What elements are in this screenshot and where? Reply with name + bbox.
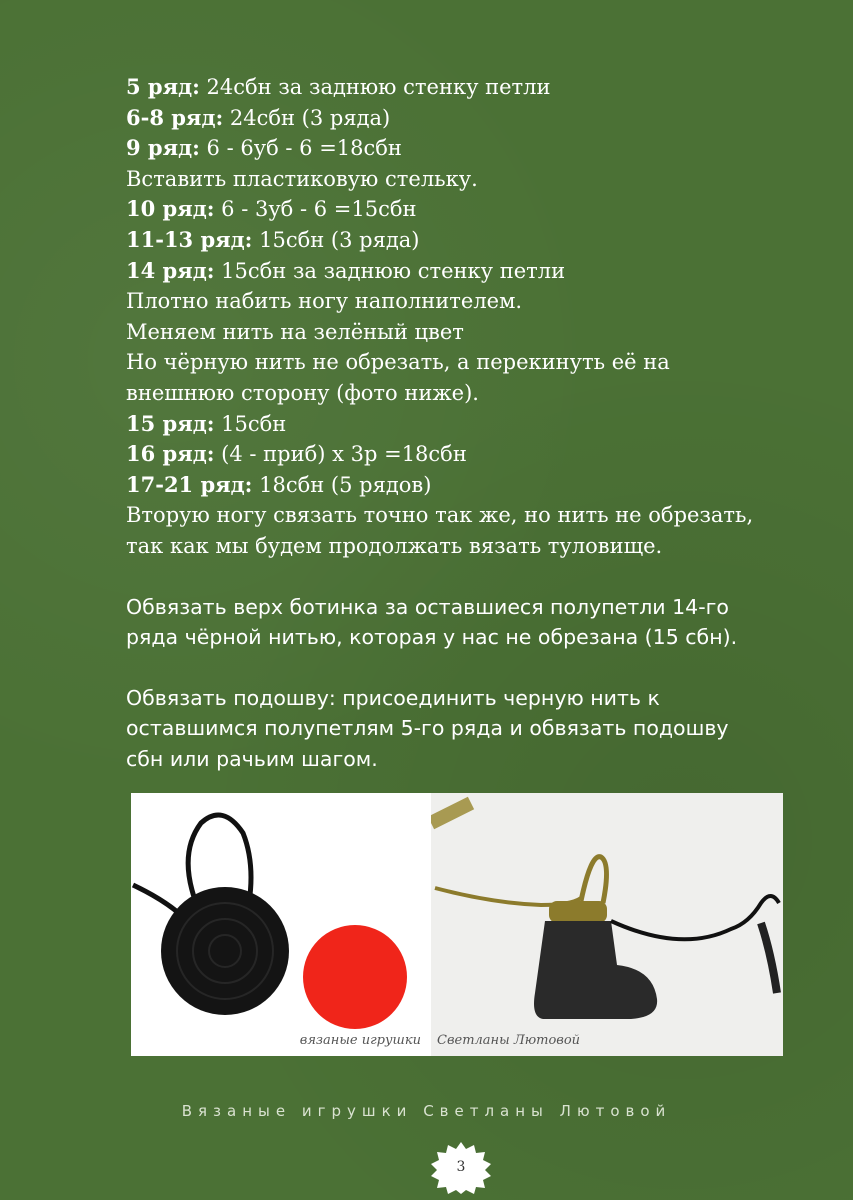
row-label: 17-21 ряд: bbox=[126, 471, 253, 497]
row-text: внешнюю сторону (фото ниже). bbox=[126, 380, 479, 405]
row-line bbox=[126, 286, 806, 317]
page-number-badge bbox=[428, 1140, 494, 1194]
photo-boot bbox=[431, 793, 783, 1056]
row-line bbox=[126, 500, 806, 531]
row-text: 15сбн (3 ряда) bbox=[252, 227, 420, 252]
row-label: 9 ряд: bbox=[126, 135, 200, 161]
row-text: 24сбн (3 ряда) bbox=[223, 105, 391, 130]
row-label: 6-8 ряд: bbox=[126, 104, 224, 130]
instructions bbox=[126, 72, 806, 774]
page-number: 3 bbox=[456, 1159, 466, 1175]
row-text: 15сбн bbox=[214, 411, 287, 436]
row-label: 15 ряд: bbox=[126, 410, 215, 436]
row-text: Но чёрную нить не обрезать, а перекинуть её на bbox=[126, 350, 670, 375]
caption-right: Светланы Лютовой bbox=[437, 1033, 581, 1048]
paragraph-line: сбн или рачьим шагом. bbox=[126, 746, 378, 771]
photo-sole-and-insole bbox=[131, 793, 427, 1056]
row-text: Плотно набить ногу наполнителем. bbox=[126, 289, 523, 314]
row-text: Вставить пластиковую стельку. bbox=[126, 166, 478, 191]
paragraph-line: оставшимся полупетлям 5-го ряда и обвязать подошву bbox=[126, 716, 729, 741]
row-text: 6 - 6уб - 6 =18сбн bbox=[199, 136, 402, 161]
row-line bbox=[126, 378, 806, 409]
row-text: 18сбн (5 рядов) bbox=[252, 472, 432, 497]
row-text: 24сбн за заднюю стенку петли bbox=[199, 75, 551, 99]
row-line bbox=[126, 347, 806, 378]
caption-left: вязаные игрушки bbox=[299, 1033, 421, 1048]
row-line bbox=[126, 317, 806, 348]
paragraph-top-edge bbox=[126, 592, 806, 653]
row-line bbox=[126, 133, 806, 164]
row-line bbox=[126, 409, 806, 440]
row-text: (4 - приб) х 3р =18сбн bbox=[214, 442, 467, 467]
row-label: 5 ряд: bbox=[126, 74, 200, 99]
footer-title: Вязаные игрушки Светланы Лютовой bbox=[181, 1102, 672, 1120]
row-line bbox=[126, 164, 806, 195]
row-line bbox=[126, 439, 806, 470]
row-label: 14 ряд: bbox=[126, 257, 215, 283]
row-text: Меняем нить на зелёный цвет bbox=[126, 319, 464, 344]
row-line bbox=[126, 531, 806, 562]
row-text: Вторую ногу связать точно так же, но нить не обрезать, bbox=[126, 503, 754, 528]
row-label: 11-13 ряд: bbox=[126, 226, 253, 252]
row-text: 15сбн за заднюю стенку петли bbox=[214, 258, 566, 283]
row-text: 6 - 3уб - 6 =15сбн bbox=[214, 197, 417, 222]
row-line bbox=[126, 103, 806, 134]
paragraph-line: Обвязать верх ботинка за оставшиеся полупетли 14-го bbox=[126, 594, 729, 619]
paragraph-line: Обвязать подошву: присоединить черную нить к bbox=[126, 685, 660, 710]
row-line bbox=[126, 194, 806, 225]
row-line bbox=[126, 225, 806, 256]
row-line bbox=[126, 256, 806, 287]
sole-illustration bbox=[131, 793, 427, 1056]
photo-strip bbox=[131, 793, 783, 1056]
row-label: 10 ряд: bbox=[126, 196, 215, 222]
row-list bbox=[126, 72, 806, 562]
row-line bbox=[126, 72, 806, 103]
row-text: так как мы будем продолжать вязать туловище. bbox=[126, 533, 663, 558]
paragraph-line: ряда чёрной нитью, которая у нас не обрезана (15 сбн). bbox=[126, 625, 738, 650]
paragraph-sole bbox=[126, 683, 806, 775]
row-line bbox=[126, 470, 806, 501]
boot-illustration bbox=[431, 793, 783, 1056]
row-label: 16 ряд: bbox=[126, 441, 215, 467]
